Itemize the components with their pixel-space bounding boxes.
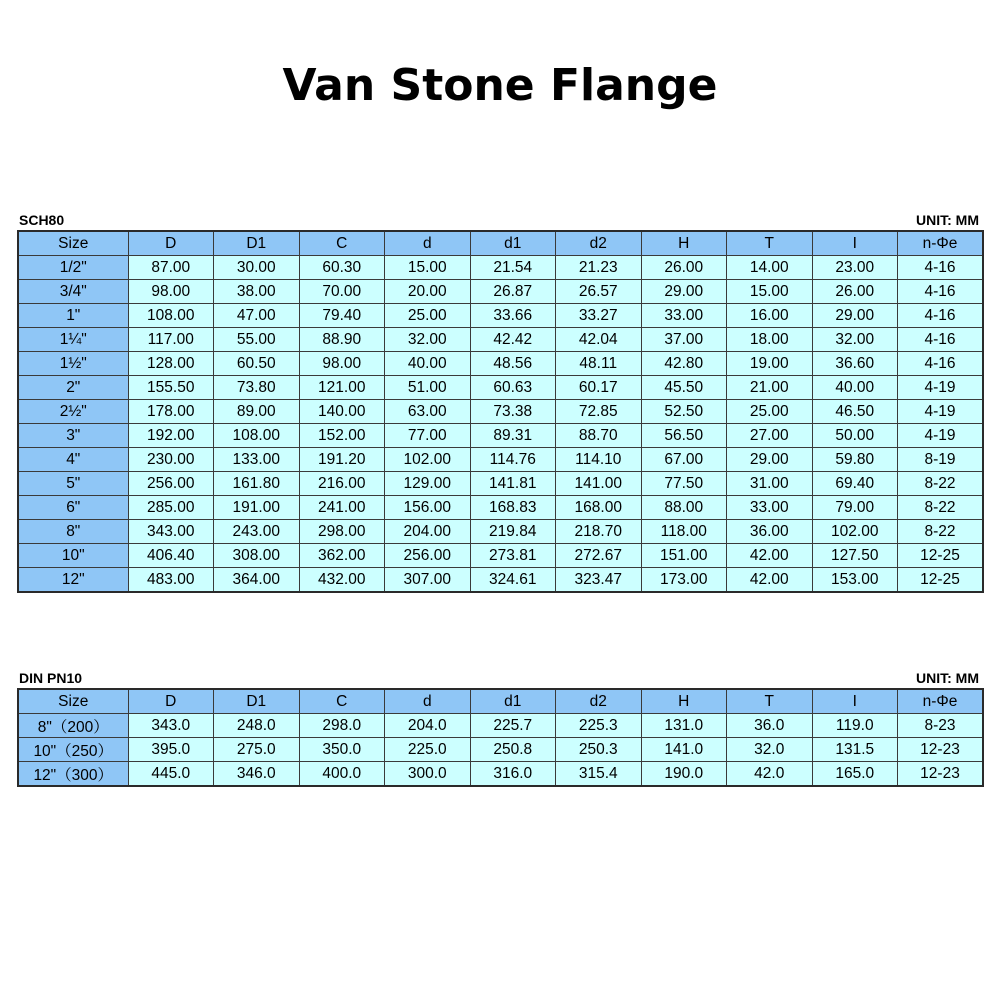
table-name: SCH80 [19,212,65,228]
value-cell: 153.00 [812,568,898,593]
value-cell: 42.42 [470,328,556,352]
value-cell: 72.85 [556,400,642,424]
value-cell: 32.00 [385,328,471,352]
header-row [18,231,983,256]
value-cell: 23.00 [812,256,898,280]
value-cell: 272.67 [556,544,642,568]
header-row [18,689,983,714]
value-cell: 36.0 [727,714,813,738]
value-cell: 8-22 [898,472,984,496]
value-cell: 4-19 [898,376,984,400]
value-cell: 27.00 [727,424,813,448]
unit-label: UNIT: MM [916,670,979,686]
value-cell: 225.3 [556,714,642,738]
value-cell: 346.0 [214,762,300,787]
value-cell: 216.00 [299,472,385,496]
page-title: Van Stone Flange [282,60,718,111]
value-cell: 30.00 [214,256,300,280]
value-cell: 307.00 [385,568,471,593]
value-cell: 88.00 [641,496,727,520]
size-cell: 5" [18,472,128,496]
value-cell: 141.00 [556,472,642,496]
value-cell: 8-22 [898,520,984,544]
value-cell: 98.00 [128,280,214,304]
column-header: T [727,689,813,714]
value-cell: 42.00 [727,568,813,593]
size-cell: 1/2" [18,256,128,280]
table-row [18,256,983,280]
value-cell: 4-19 [898,424,984,448]
value-cell: 298.00 [299,520,385,544]
value-cell: 8-23 [898,714,984,738]
table-row [18,280,983,304]
value-cell: 230.00 [128,448,214,472]
value-cell: 362.00 [299,544,385,568]
value-cell: 364.00 [214,568,300,593]
table-row [18,738,983,762]
value-cell: 152.00 [299,424,385,448]
value-cell: 67.00 [641,448,727,472]
value-cell: 60.30 [299,256,385,280]
table-row [18,352,983,376]
column-header: C [299,689,385,714]
value-cell: 42.04 [556,328,642,352]
value-cell: 26.00 [641,256,727,280]
value-cell: 70.00 [299,280,385,304]
value-cell: 88.90 [299,328,385,352]
din-pn10-table [17,688,984,787]
value-cell: 20.00 [385,280,471,304]
size-cell: 10"（250） [18,738,128,762]
value-cell: 79.40 [299,304,385,328]
value-cell: 432.00 [299,568,385,593]
value-cell: 225.7 [470,714,556,738]
value-cell: 225.0 [385,738,471,762]
value-cell: 178.00 [128,400,214,424]
table-row [18,472,983,496]
table-row [18,304,983,328]
value-cell: 141.81 [470,472,556,496]
value-cell: 47.00 [214,304,300,328]
value-cell: 60.17 [556,376,642,400]
value-cell: 273.81 [470,544,556,568]
table-name: DIN PN10 [19,670,83,686]
column-header: d1 [470,689,556,714]
value-cell: 161.80 [214,472,300,496]
value-cell: 33.00 [727,496,813,520]
value-cell: 12-25 [898,568,984,593]
value-cell: 204.00 [385,520,471,544]
value-cell: 102.00 [385,448,471,472]
table-row [18,376,983,400]
value-cell: 8-22 [898,496,984,520]
value-cell: 129.00 [385,472,471,496]
column-header: T [727,231,813,256]
value-cell: 118.00 [641,520,727,544]
value-cell: 26.87 [470,280,556,304]
value-cell: 77.50 [641,472,727,496]
value-cell: 343.0 [128,714,214,738]
column-header: C [299,231,385,256]
value-cell: 173.00 [641,568,727,593]
value-cell: 127.50 [812,544,898,568]
size-cell: 10" [18,544,128,568]
value-cell: 15.00 [727,280,813,304]
column-header: d2 [556,689,642,714]
value-cell: 25.00 [385,304,471,328]
value-cell: 42.0 [727,762,813,787]
value-cell: 40.00 [385,352,471,376]
value-cell: 165.0 [812,762,898,787]
value-cell: 89.00 [214,400,300,424]
column-header: n-Φe [898,689,984,714]
column-header: H [641,689,727,714]
value-cell: 37.00 [641,328,727,352]
value-cell: 40.00 [812,376,898,400]
value-cell: 87.00 [128,256,214,280]
value-cell: 308.00 [214,544,300,568]
value-cell: 89.31 [470,424,556,448]
value-cell: 395.0 [128,738,214,762]
column-header: d [385,231,471,256]
size-cell: 2" [18,376,128,400]
size-cell: 6" [18,496,128,520]
value-cell: 51.00 [385,376,471,400]
column-header: I [812,689,898,714]
value-cell: 73.38 [470,400,556,424]
table-row [18,714,983,738]
value-cell: 4-16 [898,328,984,352]
value-cell: 192.00 [128,424,214,448]
table-caption [17,668,982,688]
value-cell: 243.00 [214,520,300,544]
value-cell: 300.0 [385,762,471,787]
value-cell: 38.00 [214,280,300,304]
value-cell: 190.0 [641,762,727,787]
value-cell: 26.00 [812,280,898,304]
table-row [18,400,983,424]
value-cell: 483.00 [128,568,214,593]
size-cell: 8"（200） [18,714,128,738]
size-cell: 12" [18,568,128,593]
value-cell: 12-25 [898,544,984,568]
column-header: H [641,231,727,256]
value-cell: 316.0 [470,762,556,787]
value-cell: 36.00 [727,520,813,544]
value-cell: 219.84 [470,520,556,544]
value-cell: 33.66 [470,304,556,328]
value-cell: 52.50 [641,400,727,424]
value-cell: 29.00 [812,304,898,328]
value-cell: 12-23 [898,738,984,762]
value-cell: 60.63 [470,376,556,400]
value-cell: 16.00 [727,304,813,328]
size-cell: 1½" [18,352,128,376]
value-cell: 151.00 [641,544,727,568]
value-cell: 114.76 [470,448,556,472]
unit-label: UNIT: MM [916,212,979,228]
table-row [18,544,983,568]
value-cell: 445.0 [128,762,214,787]
column-header: d1 [470,231,556,256]
value-cell: 156.00 [385,496,471,520]
value-cell: 250.8 [470,738,556,762]
value-cell: 191.00 [214,496,300,520]
column-header: Size [18,689,128,714]
value-cell: 324.61 [470,568,556,593]
value-cell: 8-19 [898,448,984,472]
sch80-table [17,230,984,593]
value-cell: 25.00 [727,400,813,424]
value-cell: 73.80 [214,376,300,400]
value-cell: 350.0 [299,738,385,762]
value-cell: 343.00 [128,520,214,544]
value-cell: 131.0 [641,714,727,738]
value-cell: 400.0 [299,762,385,787]
size-cell: 12"（300） [18,762,128,787]
value-cell: 32.00 [812,328,898,352]
table-row [18,520,983,544]
value-cell: 18.00 [727,328,813,352]
column-header: D1 [214,689,300,714]
table-row [18,496,983,520]
value-cell: 60.50 [214,352,300,376]
value-cell: 77.00 [385,424,471,448]
value-cell: 140.00 [299,400,385,424]
value-cell: 21.00 [727,376,813,400]
value-cell: 48.11 [556,352,642,376]
value-cell: 12-23 [898,762,984,787]
size-cell: 8" [18,520,128,544]
value-cell: 204.0 [385,714,471,738]
value-cell: 108.00 [214,424,300,448]
value-cell: 121.00 [299,376,385,400]
size-cell: 1" [18,304,128,328]
value-cell: 285.00 [128,496,214,520]
value-cell: 168.00 [556,496,642,520]
column-header: n-Φe [898,231,984,256]
value-cell: 59.80 [812,448,898,472]
value-cell: 29.00 [641,280,727,304]
value-cell: 218.70 [556,520,642,544]
value-cell: 46.50 [812,400,898,424]
value-cell: 406.40 [128,544,214,568]
value-cell: 14.00 [727,256,813,280]
value-cell: 323.47 [556,568,642,593]
column-header: D1 [214,231,300,256]
value-cell: 36.60 [812,352,898,376]
table-caption [17,210,982,230]
value-cell: 29.00 [727,448,813,472]
value-cell: 191.20 [299,448,385,472]
value-cell: 26.57 [556,280,642,304]
value-cell: 4-16 [898,280,984,304]
value-cell: 63.00 [385,400,471,424]
value-cell: 155.50 [128,376,214,400]
column-header: I [812,231,898,256]
sch80-section [17,210,982,593]
value-cell: 55.00 [214,328,300,352]
column-header: d [385,689,471,714]
table-row [18,762,983,787]
size-cell: 3/4" [18,280,128,304]
value-cell: 79.00 [812,496,898,520]
value-cell: 4-19 [898,400,984,424]
column-header: D [128,689,214,714]
table-row [18,448,983,472]
value-cell: 256.00 [385,544,471,568]
value-cell: 108.00 [128,304,214,328]
value-cell: 241.00 [299,496,385,520]
value-cell: 133.00 [214,448,300,472]
value-cell: 114.10 [556,448,642,472]
value-cell: 131.5 [812,738,898,762]
value-cell: 56.50 [641,424,727,448]
value-cell: 21.23 [556,256,642,280]
value-cell: 31.00 [727,472,813,496]
column-header: D [128,231,214,256]
value-cell: 88.70 [556,424,642,448]
size-cell: 2½" [18,400,128,424]
value-cell: 33.27 [556,304,642,328]
value-cell: 4-16 [898,352,984,376]
value-cell: 250.3 [556,738,642,762]
value-cell: 275.0 [214,738,300,762]
size-cell: 4" [18,448,128,472]
value-cell: 33.00 [641,304,727,328]
value-cell: 315.4 [556,762,642,787]
value-cell: 48.56 [470,352,556,376]
din-pn10-section [17,668,982,787]
value-cell: 45.50 [641,376,727,400]
value-cell: 141.0 [641,738,727,762]
value-cell: 117.00 [128,328,214,352]
value-cell: 119.0 [812,714,898,738]
value-cell: 128.00 [128,352,214,376]
table-row [18,424,983,448]
value-cell: 50.00 [812,424,898,448]
value-cell: 168.83 [470,496,556,520]
value-cell: 42.00 [727,544,813,568]
table-row [18,328,983,352]
value-cell: 15.00 [385,256,471,280]
value-cell: 32.0 [727,738,813,762]
value-cell: 19.00 [727,352,813,376]
value-cell: 256.00 [128,472,214,496]
value-cell: 248.0 [214,714,300,738]
size-cell: 3" [18,424,128,448]
value-cell: 98.00 [299,352,385,376]
value-cell: 21.54 [470,256,556,280]
value-cell: 298.0 [299,714,385,738]
value-cell: 4-16 [898,304,984,328]
table-row [18,568,983,593]
column-header: d2 [556,231,642,256]
value-cell: 102.00 [812,520,898,544]
column-header: Size [18,231,128,256]
value-cell: 69.40 [812,472,898,496]
value-cell: 42.80 [641,352,727,376]
size-cell: 1¼" [18,328,128,352]
value-cell: 4-16 [898,256,984,280]
